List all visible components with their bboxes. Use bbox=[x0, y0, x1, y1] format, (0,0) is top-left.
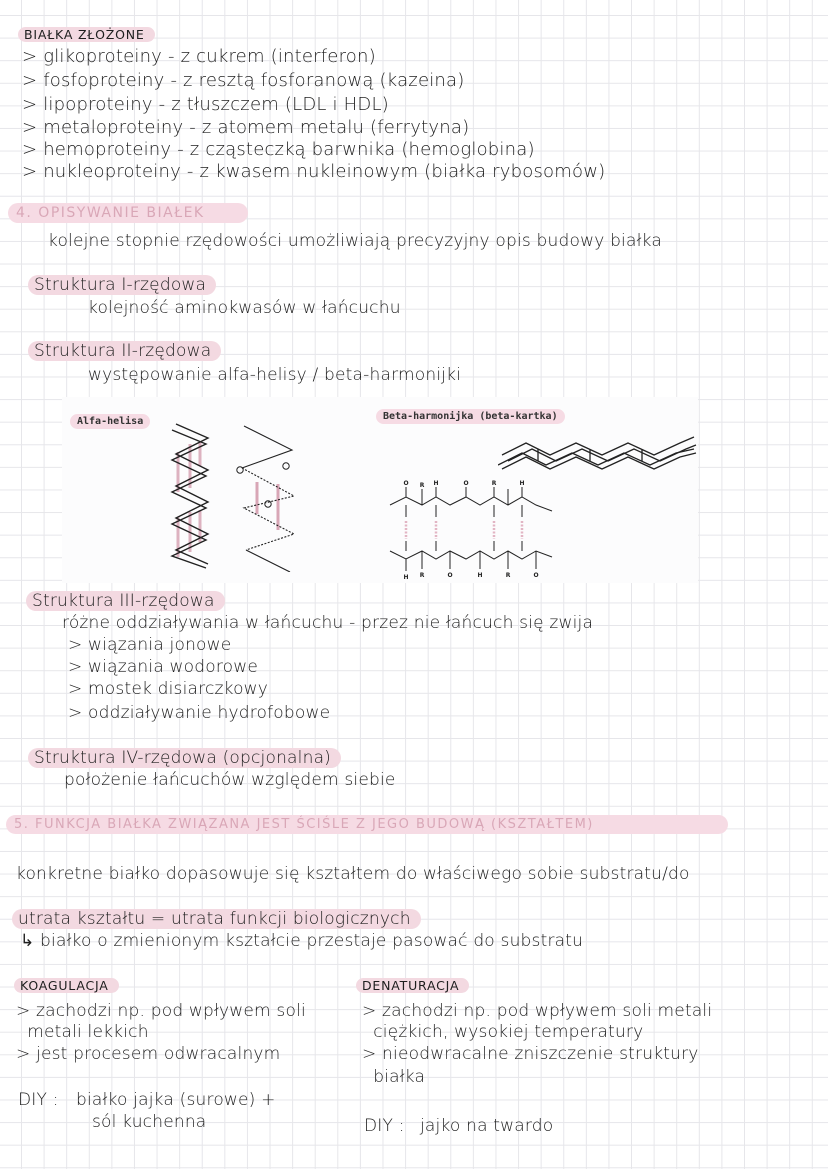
denaturation-heading: DENATURACJA bbox=[356, 978, 469, 993]
structure-4-desc: położenie łańcuchów względem siebie bbox=[64, 770, 396, 790]
structure-3-desc: różne oddziaływania w łańcuchu - przez nie łańcuch się zwija bbox=[62, 613, 594, 633]
denaturation-item: ciężkich, wysokiej temperatury bbox=[362, 1022, 644, 1042]
complex-protein-item: > metaloproteiny - z atomem metalu (ferrytyna) bbox=[22, 117, 470, 138]
denaturation-item: > nieodwracalne zniszczenie struktury bbox=[362, 1044, 699, 1064]
structure-2-title: Struktura II-rzędowa bbox=[28, 341, 221, 361]
structure-1-desc: kolejność aminokwasów w łańcuchu bbox=[88, 298, 401, 318]
beta-sheet-label: Beta-harmonijka (beta-kartka) bbox=[376, 409, 565, 424]
structure-3-item: > wiązania jonowe bbox=[68, 635, 232, 655]
coagulation-heading: KOAGULACJA bbox=[14, 978, 119, 993]
alpha-helix-label: Alfa-helisa bbox=[70, 414, 150, 429]
denaturation-diy-label: DIY : bbox=[364, 1116, 405, 1136]
denaturation-diy-text: jajko na twardo bbox=[420, 1116, 554, 1136]
coagulation-diy-text: białko jajka (surowe) + bbox=[76, 1090, 276, 1110]
coagulation-diy-text: sól kuchenna bbox=[92, 1112, 207, 1132]
structure-3-item: > wiązania wodorowe bbox=[68, 657, 259, 677]
section-5-line: konkretne białko dopasowuje się kształtem do właściwego sobie substratu/do bbox=[16, 864, 690, 884]
section-5-heading: 5. FUNKCJA BIAŁKA ZWIĄZANA JEST ŚCIŚLE Z JEGO BUDOWĄ (KSZTAŁTEM) bbox=[6, 815, 728, 834]
svg-text:H: H bbox=[477, 572, 483, 579]
alpha-helix-ribbon-icon bbox=[170, 422, 210, 572]
svg-text:R: R bbox=[419, 482, 425, 489]
coagulation-item: metali lekkich bbox=[16, 1022, 149, 1042]
complex-proteins-heading: BIAŁKA ZŁOŻONE bbox=[18, 27, 155, 42]
coagulation-item: > zachodzi np. pod wpływem soli bbox=[16, 1001, 306, 1021]
section-4-heading: 4. OPISYWANIE BIAŁEK bbox=[8, 203, 248, 223]
svg-text:H: H bbox=[403, 574, 409, 581]
structure-1-title: Struktura I-rzędowa bbox=[28, 275, 216, 295]
svg-text:O: O bbox=[403, 480, 409, 487]
complex-protein-item: > nukleoproteiny - z kwasem nukleinowym (białka rybosomów) bbox=[22, 161, 606, 182]
complex-protein-item: > hemoproteiny - z cząsteczką barwnika (hemoglobina) bbox=[22, 139, 535, 160]
svg-text:O: O bbox=[447, 572, 453, 579]
svg-text:O: O bbox=[463, 480, 469, 487]
svg-text:R: R bbox=[419, 572, 425, 579]
structure-3-item: > mostek disiarczkowy bbox=[68, 679, 269, 699]
svg-text:R: R bbox=[505, 572, 511, 579]
alpha-helix-backbone-icon bbox=[234, 422, 304, 572]
complex-protein-item: > fosfoproteiny - z resztą fosforanową (kazeina) bbox=[22, 70, 465, 91]
complex-protein-item: > lipoproteiny - z tłuszczem (LDL i HDL) bbox=[22, 94, 389, 115]
coagulation-diy-label: DIY : bbox=[18, 1090, 59, 1110]
beta-sheet-chemical-structure-icon bbox=[384, 477, 564, 581]
denaturation-item: białka bbox=[362, 1067, 426, 1087]
secondary-structure-figure bbox=[62, 397, 698, 583]
section-5-highlight: utrata kształtu = utrata funkcji biologicznych bbox=[12, 909, 421, 929]
svg-text:H: H bbox=[433, 480, 439, 487]
structure-2-desc: występowanie alfa-helisy / beta-harmonijki bbox=[88, 365, 462, 385]
complex-protein-item: > glikoproteiny - z cukrem (interferon) bbox=[22, 46, 376, 67]
coagulation-item: > jest procesem odwracalnym bbox=[16, 1044, 281, 1064]
beta-sheet-ribbon-icon bbox=[498, 435, 698, 471]
section-4-intro: kolejne stopnie rzędowości umożliwiają precyzyjny opis budowy białka bbox=[48, 231, 662, 251]
denaturation-item: > zachodzi np. pod wpływem soli metali bbox=[362, 1001, 713, 1021]
structure-4-title: Struktura IV-rzędowa (opcjonalna) bbox=[28, 748, 341, 768]
svg-text:R: R bbox=[491, 480, 497, 487]
svg-text:H: H bbox=[519, 480, 525, 487]
section-5-arrow-line: ↳ białko o zmienionym kształcie przestaje pasować do substratu bbox=[20, 931, 584, 951]
svg-text:O: O bbox=[533, 572, 539, 579]
structure-3-item: > oddziaływanie hydrofobowe bbox=[68, 703, 331, 723]
structure-3-title: Struktura III-rzędowa bbox=[26, 591, 225, 611]
